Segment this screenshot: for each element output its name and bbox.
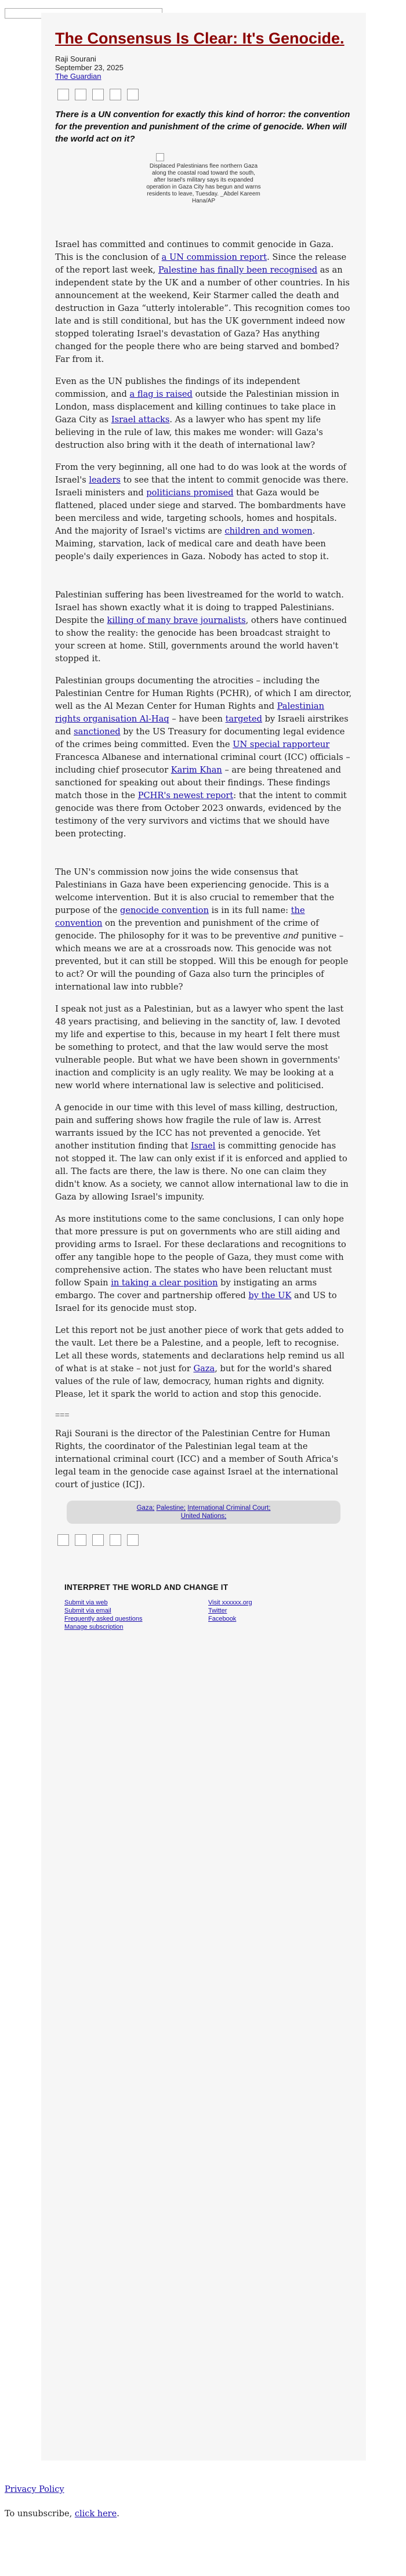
- share-icon[interactable]: [110, 89, 121, 100]
- link-karim-khan[interactable]: Karim Khan: [171, 765, 222, 775]
- tag-palestine[interactable]: Palestine;: [156, 1505, 186, 1512]
- share-icon[interactable]: [127, 1534, 139, 1546]
- link-israel-attacks[interactable]: Israel attacks: [111, 415, 170, 425]
- link-al-haq[interactable]: Palestinian rights organisation Al-Haq: [55, 701, 324, 724]
- paragraph-7: I speak not just as a Palestinian, but as a lawyer who spent the last 48 years practising, and believing in the sanctity of, law. I devoted my life and expertise to this, because in my heart I felt there must be something to protect, and that the law would serve the most vulnerable people. But what we have been shown in governments' inaction and complicity is an ugly reality. We may be looking at a new world where international law is selective and politicised.: [55, 1004, 344, 1090]
- paragraph-3: From the very beginning, all one had to do was look at the words of Israel's leaders to see that the intent to commit genocide was there. Israeli ministers and politicians promised that Gaza would be flattened, placed under siege and starved. The bombardments have been merciless and wide, targeting schools, homes and hospitals. And the majority of Israel's victims are children and women. Maiming, starvation, lack of medical care and death have been people's daily experiences in Gaza. Nobody has acted to stop it.: [55, 462, 349, 561]
- link-gaza[interactable]: Gaza: [193, 1364, 215, 1374]
- link-spain-clear-position[interactable]: in taking a clear position: [111, 1278, 218, 1288]
- twitter-link[interactable]: Twitter: [208, 1607, 227, 1614]
- link-the-convention[interactable]: the convention: [55, 905, 305, 928]
- link-pchr-report[interactable]: PCHR's newest report: [137, 791, 234, 800]
- share-row-bottom: [57, 1534, 352, 1546]
- byline: [55, 55, 352, 81]
- facebook-link[interactable]: Facebook: [208, 1615, 237, 1622]
- tag-united-nations[interactable]: United Nations;: [180, 1513, 227, 1520]
- link-by-the-uk[interactable]: by the UK: [248, 1291, 292, 1300]
- link-sanctioned[interactable]: sanctioned: [74, 727, 121, 737]
- paragraph-10: Let this report not be just another piece of work that gets added to the vault. Let there be a Palestine, and a people, left to recognise. Let all these words, statements and declarations help remind us all of what is at stake – not just for Gaza, but for the world's shared values of the rule of law, democracy, human rights and dignity. Please, let it spark the world to action and stop this genocide.: [55, 1325, 345, 1399]
- link-palestine-recognised[interactable]: Palestine has finally been recognised: [158, 265, 318, 275]
- unsubscribe-link[interactable]: click here: [74, 2509, 117, 2519]
- visit-site-link[interactable]: Visit xxxxxx.org: [208, 1599, 252, 1606]
- paragraph-9: As more institutions come to the same conclusions, I can only hope that more pressure is put on governments who are still aiding and providing arms to Israel. For these declarations and recognitions to offer any tangible hope to the people of Gaza, they must come with comprehensive action. The states who have been reluctant must follow Spain in taking a clear position by instigating an arms embargo. The cover and partnership offered by the UK and US to Israel for its genocide must stop.: [55, 1214, 346, 1313]
- faq-link[interactable]: Frequently asked questions: [64, 1615, 143, 1622]
- share-icon[interactable]: [92, 1534, 104, 1546]
- newsletter-footer: [55, 1554, 352, 1631]
- privacy-policy-link[interactable]: Privacy Policy: [5, 2485, 64, 2494]
- broken-image-icon: [156, 153, 164, 161]
- paragraph-8: A genocide in our time with this level of mass killing, destruction, pain and suffering shows how fragile the rule of law is. Arrest warrants issued by the ICC has not prevented a genocide. Yet another institution finding that Israel is committing genocide has not stopped it. The law can only exist if it is enforced and applied to all. The facts are there, the law is there. No one can claim they didn't know. As a society, we cannot allow international law to die in Gaza by allowing Israel's impunity.: [55, 1103, 349, 1202]
- link-genocide-convention[interactable]: genocide convention: [119, 905, 209, 915]
- author-bio: Raji Sourani is the director of the Palestinian Centre for Human Rights, the coordinator of the Palestinian legal team at the international criminal court (ICC) and a member of South Africa's legal team in the genocide case against Israel at the international court of justice (ICJ).: [55, 1429, 338, 1490]
- separator: ===: [55, 1410, 70, 1419]
- article-title[interactable]: The Consensus Is Clear: It's Genocide.: [55, 30, 345, 47]
- tag-gaza[interactable]: Gaza;: [136, 1505, 155, 1512]
- footer-right-links: [208, 1599, 352, 1631]
- share-icon[interactable]: [75, 89, 86, 100]
- share-icon[interactable]: [92, 89, 104, 100]
- publish-date: September 23, 2025: [55, 63, 124, 72]
- share-icon[interactable]: [75, 1534, 86, 1546]
- tag-list: [67, 1501, 340, 1524]
- link-children-and-women[interactable]: children and women: [224, 526, 313, 536]
- share-icon[interactable]: [57, 1534, 69, 1546]
- footer-left-links: [64, 1599, 208, 1631]
- image-caption: [146, 153, 262, 205]
- link-israel[interactable]: Israel: [191, 1141, 216, 1151]
- link-leaders[interactable]: leaders: [89, 475, 121, 485]
- share-row-top: [57, 89, 352, 100]
- article-card: [41, 13, 366, 2461]
- source-link[interactable]: The Guardian: [55, 72, 102, 81]
- paragraph-1: Israel has committed and continues to commit genocide in Gaza. This is the conclusion of a UN commission report. Since the release of the report last week, Palestine has finally been recognised as an independent state by the UK and a number of other countries. In his announcement at the weekend, Keir Starmer called the death and destruction in Gaza “utterly intolerable”. This recognition comes too late and is still conditional, but has the UK government indeed now stopped tolerating Israel's devastation of Gaza? Has anything changed for the people there who are being starved and bombed? Far from it.: [55, 240, 350, 364]
- share-icon[interactable]: [57, 89, 69, 100]
- email-footer: [5, 2484, 119, 2532]
- manage-subscription-link[interactable]: Manage subscription: [64, 1624, 124, 1631]
- share-icon[interactable]: [127, 89, 139, 100]
- submit-via-web-link[interactable]: Submit via web: [64, 1599, 108, 1606]
- share-icon[interactable]: [110, 1534, 121, 1546]
- footer-title: INTERPRET THE WORLD AND CHANGE IT: [64, 1583, 229, 1592]
- tag-icc[interactable]: International Criminal Court;: [187, 1505, 271, 1512]
- link-targeted[interactable]: targeted: [225, 714, 262, 724]
- submit-via-email-link[interactable]: Submit via email: [64, 1607, 111, 1614]
- paragraph-6: The UN's commission now joins the wide consensus that Palestinians in Gaza have been experiencing genocide. This is a welcome intervention. But it is also crucial to remember that the purpose of the genocide convention is in its full name: the convention on the prevention and punishment of the crime of genocide. The philosophy for it was to be preventive and punitive – which means we are at a crossroads now. This genocide was not prevented, but it can still be stopped. Will this be enough for people to act? Or will the pounding of Gaza also turn the principles of international law into rubble?: [55, 867, 349, 992]
- link-flag-raised[interactable]: a flag is raised: [129, 389, 193, 399]
- link-un-commission-report[interactable]: a UN commission report: [161, 252, 267, 262]
- link-killing-of-journalists[interactable]: killing of many brave journalists: [107, 615, 246, 625]
- unsubscribe-line: To unsubscribe, click here.: [5, 2509, 119, 2519]
- link-politicians-promised[interactable]: politicians promised: [146, 488, 234, 498]
- link-un-special-rapporteur[interactable]: UN special rapporteur: [233, 740, 330, 749]
- paragraph-4: Palestinian suffering has been livestreamed for the world to watch. Israel has shown exactly what it is doing to trapped Palestinians. Despite the killing of many brave journalists, others have continued to show the reality: the genocide has been broadcast straight to your screen at home. Still, governments around the world haven't stopped it.: [55, 590, 347, 664]
- paragraph-2: Even as the UN publishes the findings of its independent commission, and a flag is raised outside the Palestinian mission in London, mass displacement and killing continues to take place in Gaza City as Israel attacks. As a lawyer who has spent my life believing in the rule of law, this makes me wonder: will Gaza's destruction also bring with it the death of international law?: [55, 376, 339, 450]
- standfirst: There is a UN convention for exactly this kind of horror: the convention for the prevention and punishment of the crime of genocide. When will the world act on it?: [55, 110, 350, 144]
- author-name: Raji Sourani: [55, 55, 96, 63]
- caption-text: Displaced Palestinians flee northern Gaza along the coastal road toward the south, after Israel's military says its expanded operation in Gaza City has begun and warns residents to leave, Tuesday. _Abdel Kareem Hana/AP: [146, 163, 261, 204]
- paragraph-5: Palestinian groups documenting the atrocities – including the Palestinian Centre for Human Rights (PCHR), of which I am director, well as the Al Mezan Center for Human Rights and Palestinian rights organisation Al-Haq – have been targeted by Israeli airstrikes and sanctioned by the US Treasury for documenting legal evidence of the crimes being committed. Even the UN special rapporteur Francesca Albanese and international criminal court (ICC) officials – including chief prosecutor Karim Khan – are being threatened and sanctioned for speaking out about their findings. These findings match those in the PCHR's newest report: that the intent to commit genocide was there from October 2023 onwards, evidenced by the testimony of the very survivors and victims that we should have been protecting.: [55, 676, 352, 839]
